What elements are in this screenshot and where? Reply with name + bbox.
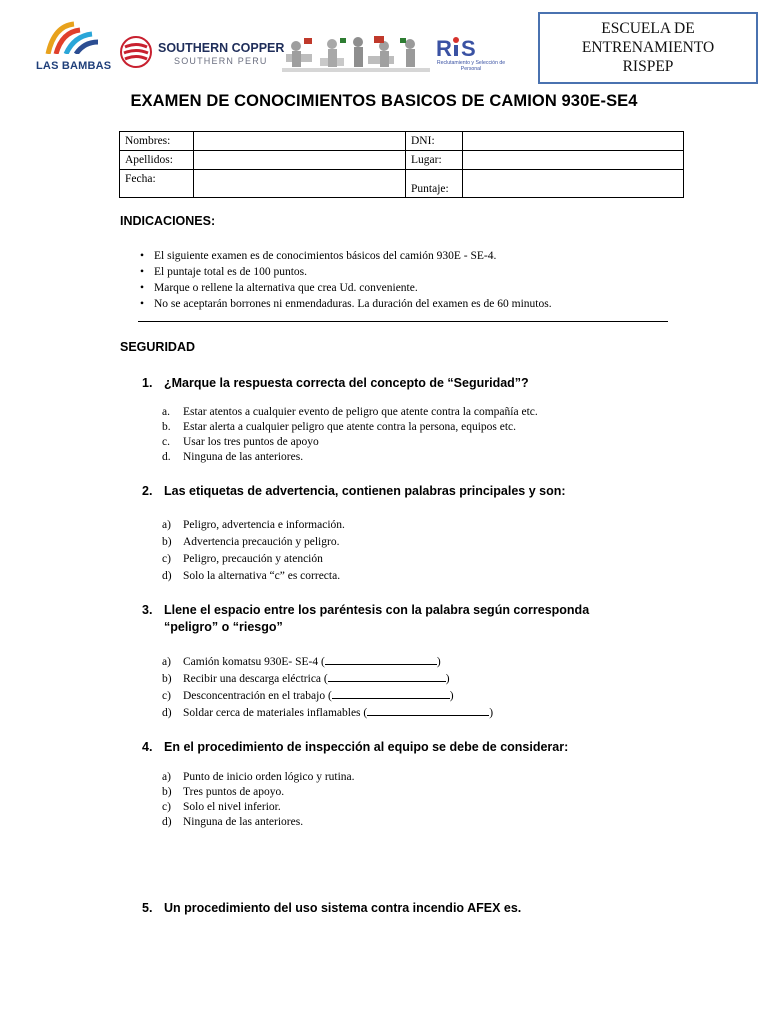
option-letter: b)	[162, 536, 172, 548]
option-d[interactable]	[162, 815, 682, 830]
close-paren: )	[449, 690, 454, 702]
option-c[interactable]	[162, 688, 682, 705]
puntaje-label: Puntaje:	[406, 170, 463, 198]
option-d[interactable]	[162, 705, 682, 722]
close-paren: )	[445, 673, 450, 685]
school-line-1: ESCUELA DE	[601, 20, 695, 37]
question-4-options	[162, 770, 682, 830]
option-c[interactable]	[162, 435, 682, 450]
option-letter: d)	[162, 816, 172, 828]
question-number: 2.	[142, 484, 153, 498]
lugar-label: Lugar:	[406, 151, 463, 170]
exam-title: EXAMEN DE CONOCIMIENTOS BASICOS DE CAMION 930E-SE4	[130, 92, 638, 110]
dni-label: DNI:	[406, 132, 463, 151]
list-item: • No se aceptarán borrones ni enmendaduras. La duración del examen es de 60 minutos.	[140, 296, 680, 312]
question-text: En el procedimiento de inspección al equipo se debe de considerar:	[164, 740, 569, 754]
option-letter: c)	[162, 553, 171, 565]
apellidos-field[interactable]	[194, 151, 406, 170]
ris-tagline: Reclutamiento y Selección de Personal	[436, 60, 506, 72]
close-paren: )	[436, 656, 441, 668]
question-text: Un procedimiento del uso sistema contra incendio AFEX es.	[164, 901, 522, 915]
option-text: Ninguna de las anteriores.	[183, 816, 304, 828]
school-line-2: ENTRENAMIENTO	[581, 39, 715, 56]
divider	[138, 321, 668, 322]
option-a[interactable]	[162, 770, 682, 785]
option-b[interactable]	[162, 785, 682, 800]
people-illustration-icon	[282, 32, 430, 78]
question-3-options	[162, 654, 682, 722]
option-a[interactable]	[162, 405, 682, 420]
indicaciones-list	[140, 248, 680, 312]
ris-logo	[430, 34, 512, 76]
option-letter: c)	[162, 690, 171, 702]
svg-text:R: R	[436, 36, 452, 60]
answer-blank[interactable]	[328, 671, 446, 682]
apellidos-label: Apellidos:	[120, 151, 194, 170]
option-letter: a)	[162, 656, 171, 668]
option-a[interactable]	[162, 654, 682, 671]
question-2	[142, 483, 662, 500]
las-bambas-wordmark: LAS BAMBAS	[36, 60, 112, 72]
southern-copper-name: SOUTHERN COPPER	[158, 41, 285, 55]
option-letter: c.	[162, 436, 170, 448]
option-text: Estar alerta a cualquier peligro que atente contra la persona, equipos etc.	[183, 421, 517, 433]
option-d[interactable]	[162, 568, 682, 585]
question-number: 4.	[142, 740, 153, 754]
nombres-field[interactable]	[194, 132, 406, 151]
question-number: 5.	[142, 901, 153, 915]
option-c[interactable]	[162, 551, 682, 568]
option-letter: d)	[162, 570, 172, 582]
option-letter: d)	[162, 707, 172, 719]
question-1	[142, 375, 662, 392]
option-text: Solo la alternativa “c” es correcta.	[183, 570, 341, 582]
option-b[interactable]	[162, 671, 682, 688]
fecha-field[interactable]	[194, 170, 406, 198]
las-bambas-logo	[30, 18, 112, 76]
question-number: 3.	[142, 603, 153, 617]
list-item: • Marque o rellene la alternativa que crea Ud. conveniente.	[140, 280, 680, 296]
option-letter: a)	[162, 771, 171, 783]
southern-copper-logo	[120, 36, 285, 76]
option-a[interactable]	[162, 517, 682, 534]
indicaciones-heading: INDICACIONES:	[120, 214, 216, 228]
answer-blank[interactable]	[367, 705, 489, 716]
option-text: Punto de inicio orden lógico y rutina.	[183, 771, 355, 783]
question-2-options	[162, 517, 682, 585]
option-letter: a.	[162, 406, 170, 418]
option-b[interactable]	[162, 534, 682, 551]
option-text: Desconcentración en el trabajo (	[183, 690, 332, 702]
seguridad-heading: SEGURIDAD	[120, 340, 196, 354]
option-letter: d.	[162, 451, 171, 463]
option-text: Usar los tres puntos de apoyo	[183, 436, 319, 448]
ris-mark-icon	[434, 34, 486, 60]
nombres-label: Nombres:	[120, 132, 194, 151]
puntaje-field[interactable]	[463, 170, 684, 198]
question-5	[142, 900, 662, 917]
question-text: Llene el espacio entre los paréntesis con la palabra según corresponda “peligro” o “riesgo”	[164, 603, 590, 634]
student-info-table	[119, 131, 684, 198]
close-paren: )	[489, 707, 494, 719]
option-text: Soldar cerca de materiales inflamables (	[183, 707, 368, 719]
option-text: Estar atentos a cualquier evento de peligro que atente contra la compañía etc.	[183, 406, 538, 418]
question-4	[142, 739, 662, 756]
list-item: • El puntaje total es de 100 puntos.	[140, 264, 680, 280]
option-text: Camión komatsu 930E- SE-4 (	[183, 656, 325, 668]
list-item: • El siguiente examen es de conocimientos básicos del camión 930E - SE-4.	[140, 248, 680, 264]
southern-peru-name: SOUTHERN PERU	[174, 56, 268, 66]
option-letter: b)	[162, 673, 172, 685]
answer-blank[interactable]	[332, 688, 450, 699]
option-letter: c)	[162, 801, 171, 813]
option-b[interactable]	[162, 420, 682, 435]
option-letter: b)	[162, 786, 172, 798]
option-letter: a)	[162, 519, 171, 531]
question-number: 1.	[142, 376, 153, 390]
fecha-label: Fecha:	[120, 170, 194, 198]
option-c[interactable]	[162, 800, 682, 815]
southern-copper-emblem-icon	[120, 36, 152, 68]
option-text: Tres puntos de apoyo.	[183, 786, 285, 798]
answer-blank[interactable]	[325, 654, 437, 665]
option-text: Ninguna de las anteriores.	[183, 451, 304, 463]
option-text: Peligro, advertencia e información.	[183, 519, 345, 531]
question-text: Las etiquetas de advertencia, contienen palabras principales y son:	[164, 484, 566, 498]
question-3	[142, 602, 642, 636]
svg-text:S: S	[461, 36, 476, 60]
question-1-options	[162, 405, 682, 465]
option-text: Solo el nivel inferior.	[183, 801, 281, 813]
lugar-field[interactable]	[463, 151, 684, 170]
option-text: Peligro, precaución y atención	[183, 553, 323, 565]
option-d[interactable]	[162, 450, 682, 465]
option-text: Recibir una descarga eléctrica (	[183, 673, 328, 685]
option-text: Advertencia precaución y peligro.	[183, 536, 340, 548]
las-bambas-arcs-icon	[44, 20, 100, 54]
dni-field[interactable]	[463, 132, 684, 151]
question-text: ¿Marque la respuesta correcta del concepto de “Seguridad”?	[164, 376, 529, 390]
option-letter: b.	[162, 421, 171, 433]
school-box	[538, 12, 758, 84]
school-line-3: RISPEP	[622, 58, 674, 75]
